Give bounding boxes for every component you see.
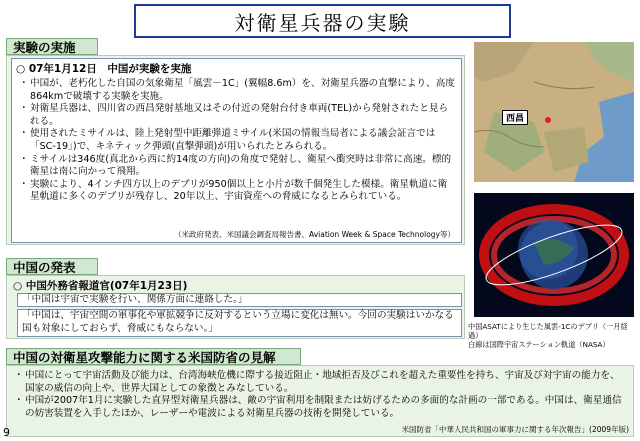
section-heading-experiment: 実験の実施 (6, 38, 98, 55)
us-dod-source: 米国防省「中華人民共和国の軍事力に関する年次報告」(2009年版) (401, 425, 629, 434)
list-item: ・ 中国が2007年1月に実験した直昇型対衛星兵器は、敵の宇宙利用を制限または妨げるための多面的な計画の一部である。中国は、衛星通信の妨害装置を入手したほか、レーザーや電波による対衛星兵器の技術を開発している。 (14, 395, 622, 419)
section-heading-china-statement: 中国の発表 (6, 258, 98, 275)
quote-2: 「中国は、宇宙空間の軍事化や軍拡競争に反対するという立場に変化は無い。今回の実験はいかなる国も対象にしておらず、脅威にもならない。」 (17, 309, 462, 337)
experiment-source: （米政府発表、米国議会調査局報告書、Aviation Week & Space Technology等） (174, 230, 455, 239)
list-item: ・ 中国が、老朽化した自国の気象衛星「風雲－1C」(翼幅8.6m）を、対衛星兵器の直撃により、高度864kmで破壊する実験を実施。 (19, 78, 455, 102)
map-graphic (474, 42, 634, 182)
list-item: ・ 使用されたミサイルは、陸上発射型中距離弾道ミサイル(米国の情報当局者による議会証言では「SC-19」)で、キネティック弾頭(直撃弾頭)が用いられたとみられる。 (19, 128, 436, 152)
experiment-box (11, 58, 462, 243)
xichang-label: 西昌 (502, 110, 528, 125)
china-map-image (474, 42, 634, 182)
china-statement-panel (6, 275, 465, 339)
page-title: 対衛星兵器の実験 (134, 4, 511, 38)
statement-date: ○ 中国外務省報道官(07年1月23日) (13, 280, 188, 292)
list-item: ・ 中国にとって宇宙活動及び能力は、台湾海峡危機に際する接近阻止・地域拒否及びこれを超えた重要性を持ち、宇宙及び対宇宙の能力を、国家の威信の向上や、世界大国としての象徴とみなしている。 (14, 370, 620, 394)
xichang-marker (545, 117, 551, 123)
list-item: ・ ミサイルは346度(真北から西に約14度の方向)の角度で発射し、衛星へ衝突時は非常に高速。標的衛星は南に向かって飛翔。 (19, 153, 452, 178)
debris-graphic (474, 193, 634, 317)
experiment-bullets (12, 76, 461, 204)
us-dod-panel (6, 365, 634, 437)
experiment-date: ○ 07年1月12日 中国が実験を実施 (16, 63, 192, 75)
experiment-panel (6, 55, 465, 245)
section-heading-us-dod-view: 中国の対衛星攻撃能力に関する米国防省の見解 (6, 348, 301, 365)
list-item: ・ 対衛星兵器は、四川省の西昌発射基地又はその付近の発射台付き車両(TEL)から発射されたと見られる。 (19, 103, 449, 127)
page-number: 9 (3, 426, 10, 439)
image-caption: 中国ASATにより生じた風雲-1Cのデブリ（一月経過） 白線は国際宇宙ステーション軌道（NASA） (468, 322, 628, 349)
debris-orbit-image (474, 193, 634, 317)
list-item: ・ 実験により、4インチ四方以上のデブリが950個以上と小片が数千個発生した模様。衛星軌道に衛星軌道に多くのデブリが残存し、20年以上、宇宙資産への脅威になるとみられている。 (19, 178, 448, 203)
us-dod-bullets (11, 370, 629, 420)
quote-1: 「中国は宇宙で実験を行い、関係方面に連絡した。」 (17, 293, 462, 307)
